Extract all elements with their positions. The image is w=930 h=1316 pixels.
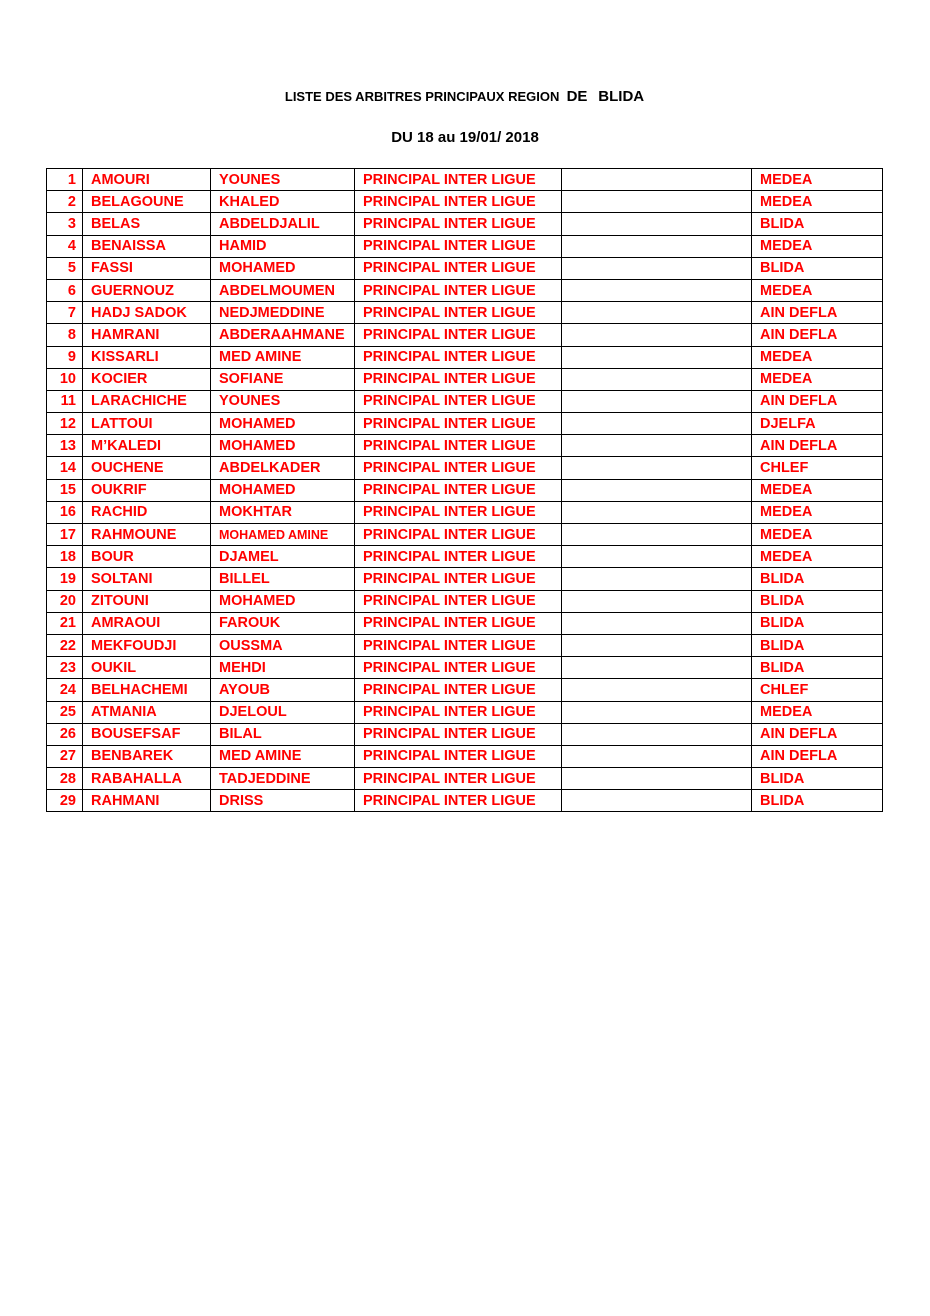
grade: PRINCIPAL INTER LIGUE — [355, 279, 562, 301]
grade: PRINCIPAL INTER LIGUE — [355, 435, 562, 457]
grade: PRINCIPAL INTER LIGUE — [355, 457, 562, 479]
row-number: 27 — [47, 745, 83, 767]
row-number: 13 — [47, 435, 83, 457]
row-number: 2 — [47, 191, 83, 213]
row-number: 5 — [47, 257, 83, 279]
row-number: 23 — [47, 657, 83, 679]
first-name: MOHAMED — [211, 590, 355, 612]
row-number: 28 — [47, 768, 83, 790]
table-row — [47, 390, 883, 412]
table-row — [47, 435, 883, 457]
table-row — [47, 546, 883, 568]
ligue: AIN DEFLA — [752, 745, 883, 767]
last-name: HAMRANI — [83, 324, 211, 346]
table-row — [47, 790, 883, 812]
row-number: 11 — [47, 390, 83, 412]
table-row — [47, 346, 883, 368]
ligue: MEDEA — [752, 701, 883, 723]
table-row — [47, 524, 883, 546]
empty-cell — [562, 612, 752, 634]
empty-cell — [562, 324, 752, 346]
last-name: OUKIL — [83, 657, 211, 679]
empty-cell — [562, 745, 752, 767]
grade: PRINCIPAL INTER LIGUE — [355, 745, 562, 767]
grade: PRINCIPAL INTER LIGUE — [355, 346, 562, 368]
table-row — [47, 324, 883, 346]
table-row — [47, 745, 883, 767]
last-name: BOUR — [83, 546, 211, 568]
grade: PRINCIPAL INTER LIGUE — [355, 701, 562, 723]
ligue: BLIDA — [752, 568, 883, 590]
last-name: RABAHALLA — [83, 768, 211, 790]
table-row — [47, 457, 883, 479]
grade: PRINCIPAL INTER LIGUE — [355, 546, 562, 568]
first-name: MOHAMED — [211, 435, 355, 457]
first-name: ABDELMOUMEN — [211, 279, 355, 301]
empty-cell — [562, 169, 752, 191]
ligue: BLIDA — [752, 612, 883, 634]
last-name: BELAS — [83, 213, 211, 235]
table-row — [47, 413, 883, 435]
empty-cell — [562, 302, 752, 324]
empty-cell — [562, 479, 752, 501]
row-number: 15 — [47, 479, 83, 501]
empty-cell — [562, 435, 752, 457]
first-name: FAROUK — [211, 612, 355, 634]
referee-table — [46, 168, 883, 812]
first-name: BILAL — [211, 723, 355, 745]
ligue: DJELFA — [752, 413, 883, 435]
table-row — [47, 302, 883, 324]
empty-cell — [562, 723, 752, 745]
row-number: 17 — [47, 524, 83, 546]
title-de: DE — [566, 88, 588, 105]
ligue: BLIDA — [752, 213, 883, 235]
table-row — [47, 679, 883, 701]
grade: PRINCIPAL INTER LIGUE — [355, 390, 562, 412]
last-name: AMRAOUI — [83, 612, 211, 634]
grade: PRINCIPAL INTER LIGUE — [355, 479, 562, 501]
grade: PRINCIPAL INTER LIGUE — [355, 790, 562, 812]
ligue: BLIDA — [752, 657, 883, 679]
empty-cell — [562, 279, 752, 301]
last-name: OUKRIF — [83, 479, 211, 501]
first-name: MOKHTAR — [211, 501, 355, 523]
first-name: MOHAMED AMINE — [211, 524, 355, 546]
table-row — [47, 169, 883, 191]
last-name: MEKFOUDJI — [83, 634, 211, 656]
ligue: MEDEA — [752, 524, 883, 546]
last-name: BELHACHEMI — [83, 679, 211, 701]
table-row — [47, 568, 883, 590]
grade: PRINCIPAL INTER LIGUE — [355, 324, 562, 346]
first-name: BILLEL — [211, 568, 355, 590]
last-name: RACHID — [83, 501, 211, 523]
grade: PRINCIPAL INTER LIGUE — [355, 257, 562, 279]
grade: PRINCIPAL INTER LIGUE — [355, 413, 562, 435]
last-name: ATMANIA — [83, 701, 211, 723]
row-number: 25 — [47, 701, 83, 723]
first-name: ABDERAAHMANE — [211, 324, 355, 346]
row-number: 18 — [47, 546, 83, 568]
last-name: RAHMOUNE — [83, 524, 211, 546]
last-name: GUERNOUZ — [83, 279, 211, 301]
empty-cell — [562, 546, 752, 568]
grade: PRINCIPAL INTER LIGUE — [355, 634, 562, 656]
table-row — [47, 723, 883, 745]
last-name: LARACHICHE — [83, 390, 211, 412]
empty-cell — [562, 568, 752, 590]
grade: PRINCIPAL INTER LIGUE — [355, 612, 562, 634]
ligue: AIN DEFLA — [752, 324, 883, 346]
last-name: SOLTANI — [83, 568, 211, 590]
grade: PRINCIPAL INTER LIGUE — [355, 368, 562, 390]
last-name: HADJ SADOK — [83, 302, 211, 324]
grade: PRINCIPAL INTER LIGUE — [355, 723, 562, 745]
row-number: 26 — [47, 723, 83, 745]
last-name: BOUSEFSAF — [83, 723, 211, 745]
empty-cell — [562, 257, 752, 279]
grade: PRINCIPAL INTER LIGUE — [355, 501, 562, 523]
table-row — [47, 479, 883, 501]
first-name: YOUNES — [211, 390, 355, 412]
grade: PRINCIPAL INTER LIGUE — [355, 235, 562, 257]
ligue: MEDEA — [752, 346, 883, 368]
table-row — [47, 634, 883, 656]
row-number: 20 — [47, 590, 83, 612]
first-name: MOHAMED — [211, 413, 355, 435]
empty-cell — [562, 657, 752, 679]
first-name: DJAMEL — [211, 546, 355, 568]
empty-cell — [562, 368, 752, 390]
first-name: MEHDI — [211, 657, 355, 679]
grade: PRINCIPAL INTER LIGUE — [355, 568, 562, 590]
first-name: MOHAMED — [211, 479, 355, 501]
table-row — [47, 590, 883, 612]
empty-cell — [562, 191, 752, 213]
ligue: AIN DEFLA — [752, 390, 883, 412]
first-name: AYOUB — [211, 679, 355, 701]
ligue: MEDEA — [752, 479, 883, 501]
empty-cell — [562, 413, 752, 435]
ligue: MEDEA — [752, 501, 883, 523]
last-name: BENAISSA — [83, 235, 211, 257]
first-name: OUSSMA — [211, 634, 355, 656]
first-name: KHALED — [211, 191, 355, 213]
ligue: MEDEA — [752, 368, 883, 390]
ligue: MEDEA — [752, 235, 883, 257]
row-number: 7 — [47, 302, 83, 324]
empty-cell — [562, 790, 752, 812]
table-row — [47, 501, 883, 523]
row-number: 3 — [47, 213, 83, 235]
ligue: BLIDA — [752, 590, 883, 612]
table-row — [47, 612, 883, 634]
ligue: CHLEF — [752, 679, 883, 701]
first-name: SOFIANE — [211, 368, 355, 390]
ligue: BLIDA — [752, 790, 883, 812]
grade: PRINCIPAL INTER LIGUE — [355, 657, 562, 679]
first-name: DRISS — [211, 790, 355, 812]
grade: PRINCIPAL INTER LIGUE — [355, 191, 562, 213]
table-row — [47, 768, 883, 790]
first-name: TADJEDDINE — [211, 768, 355, 790]
last-name: BELAGOUNE — [83, 191, 211, 213]
ligue: CHLEF — [752, 457, 883, 479]
table-row — [47, 657, 883, 679]
row-number: 8 — [47, 324, 83, 346]
document-subtitle: DU 18 au 19/01/ 2018 — [391, 129, 539, 146]
last-name: LATTOUI — [83, 413, 211, 435]
grade: PRINCIPAL INTER LIGUE — [355, 679, 562, 701]
last-name: KISSARLI — [83, 346, 211, 368]
row-number: 19 — [47, 568, 83, 590]
last-name: KOCIER — [83, 368, 211, 390]
last-name: BENBAREK — [83, 745, 211, 767]
ligue: MEDEA — [752, 546, 883, 568]
first-name: YOUNES — [211, 169, 355, 191]
table-row — [47, 701, 883, 723]
row-number: 16 — [47, 501, 83, 523]
first-name: MOHAMED — [211, 257, 355, 279]
ligue: MEDEA — [752, 191, 883, 213]
row-number: 1 — [47, 169, 83, 191]
grade: PRINCIPAL INTER LIGUE — [355, 302, 562, 324]
table-row — [47, 213, 883, 235]
ligue: BLIDA — [752, 768, 883, 790]
grade: PRINCIPAL INTER LIGUE — [355, 768, 562, 790]
empty-cell — [562, 346, 752, 368]
first-name: HAMID — [211, 235, 355, 257]
row-number: 22 — [47, 634, 83, 656]
table-row — [47, 191, 883, 213]
table-row — [47, 235, 883, 257]
row-number: 4 — [47, 235, 83, 257]
first-name: ABDELKADER — [211, 457, 355, 479]
row-number: 14 — [47, 457, 83, 479]
ligue: BLIDA — [752, 257, 883, 279]
ligue: MEDEA — [752, 279, 883, 301]
empty-cell — [562, 590, 752, 612]
first-name: MED AMINE — [211, 745, 355, 767]
ligue: MEDEA — [752, 169, 883, 191]
last-name: FASSI — [83, 257, 211, 279]
document-title — [0, 88, 930, 105]
ligue: AIN DEFLA — [752, 435, 883, 457]
row-number: 10 — [47, 368, 83, 390]
last-name: AMOURI — [83, 169, 211, 191]
last-name: OUCHENE — [83, 457, 211, 479]
row-number: 6 — [47, 279, 83, 301]
title-region: BLIDA — [598, 88, 645, 105]
row-number: 21 — [47, 612, 83, 634]
grade: PRINCIPAL INTER LIGUE — [355, 213, 562, 235]
empty-cell — [562, 634, 752, 656]
empty-cell — [562, 768, 752, 790]
title-main: LISTE DES ARBITRES PRINCIPAUX REGION — [284, 89, 560, 104]
empty-cell — [562, 679, 752, 701]
empty-cell — [562, 213, 752, 235]
last-name: ZITOUNI — [83, 590, 211, 612]
grade: PRINCIPAL INTER LIGUE — [355, 524, 562, 546]
grade: PRINCIPAL INTER LIGUE — [355, 590, 562, 612]
referee-table-body — [47, 169, 883, 812]
ligue: AIN DEFLA — [752, 723, 883, 745]
first-name: ABDELDJALIL — [211, 213, 355, 235]
empty-cell — [562, 390, 752, 412]
empty-cell — [562, 524, 752, 546]
ligue: AIN DEFLA — [752, 302, 883, 324]
first-name: DJELOUL — [211, 701, 355, 723]
row-number: 9 — [47, 346, 83, 368]
first-name: MED AMINE — [211, 346, 355, 368]
row-number: 12 — [47, 413, 83, 435]
row-number: 24 — [47, 679, 83, 701]
grade: PRINCIPAL INTER LIGUE — [355, 169, 562, 191]
table-row — [47, 279, 883, 301]
empty-cell — [562, 501, 752, 523]
last-name: RAHMANI — [83, 790, 211, 812]
last-name: M’KALEDI — [83, 435, 211, 457]
row-number: 29 — [47, 790, 83, 812]
table-row — [47, 257, 883, 279]
ligue: BLIDA — [752, 634, 883, 656]
table-row — [47, 368, 883, 390]
empty-cell — [562, 235, 752, 257]
first-name: NEDJMEDDINE — [211, 302, 355, 324]
empty-cell — [562, 457, 752, 479]
empty-cell — [562, 701, 752, 723]
